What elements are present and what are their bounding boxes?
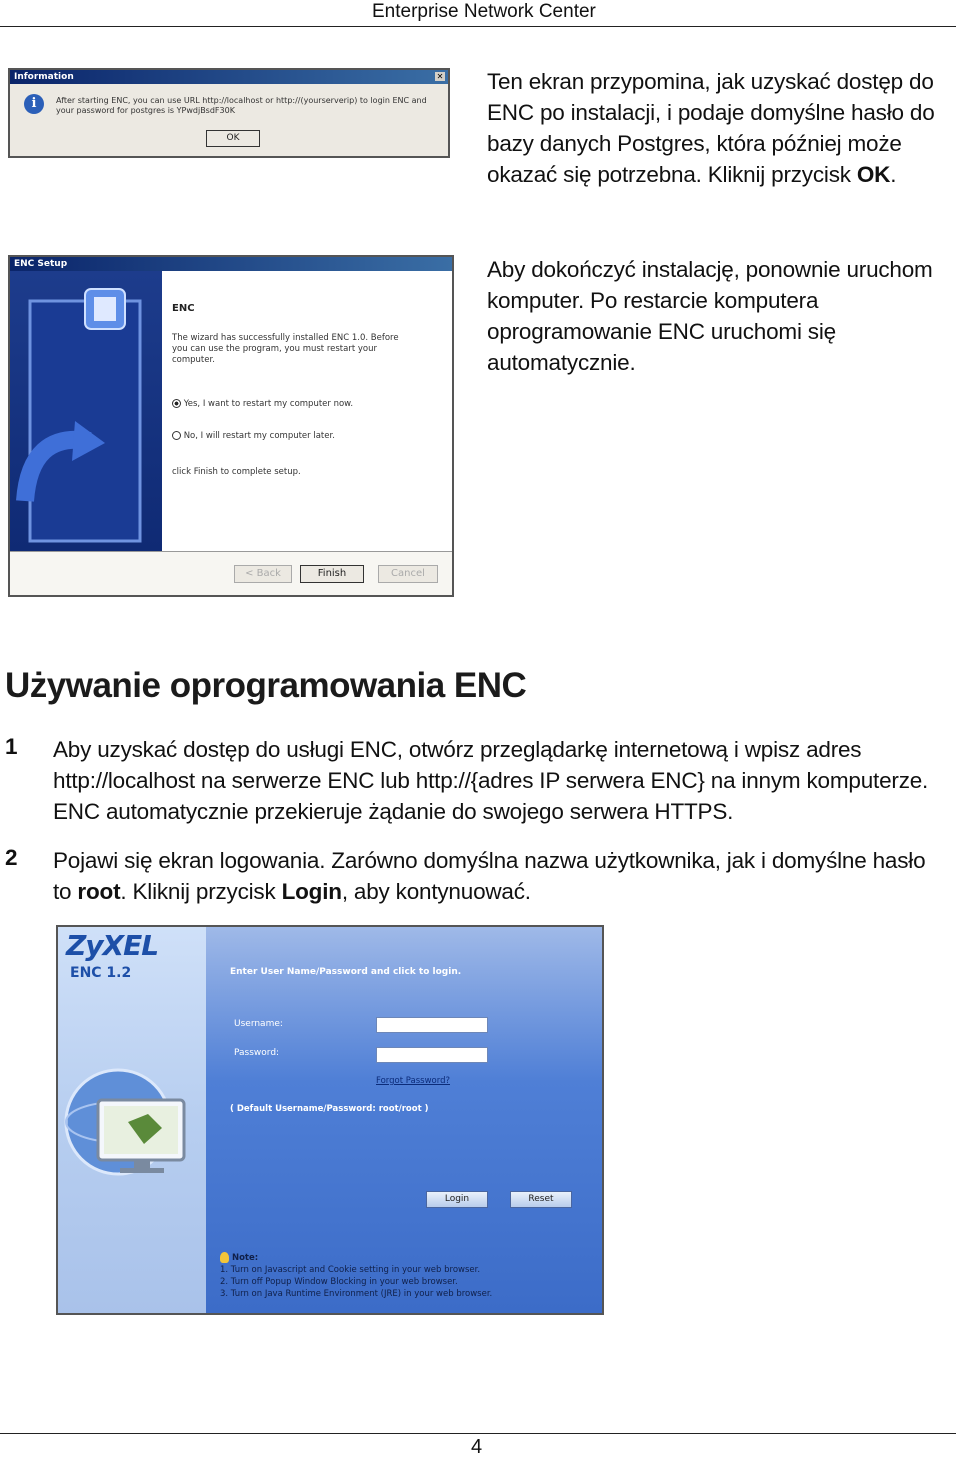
back-button[interactable]: < Back — [234, 565, 292, 583]
finish-button[interactable]: Finish — [300, 565, 364, 583]
header-title: Enterprise Network Center — [372, 1, 596, 22]
step-2-number: 2 — [5, 845, 18, 870]
cancel-button[interactable]: Cancel — [378, 565, 438, 583]
paragraph-restart: Aby dokończyć instalację, ponownie uruchom komputer. Po restarcie komputera oprogramowanie ENC uruchomi się automatycznie. — [487, 257, 933, 375]
product-version: ENC 1.2 — [70, 965, 132, 981]
password-label: Password: — [234, 1048, 280, 1058]
note-line: 3. Turn on Java Runtime Environment (JRE) in your web browser. — [220, 1289, 493, 1299]
step-2-bold-root: root — [77, 879, 121, 904]
step-2-text — [53, 845, 948, 907]
login-button[interactable]: Login — [426, 1191, 488, 1208]
lightbulb-icon — [220, 1252, 229, 1263]
close-icon[interactable]: ✕ — [436, 72, 444, 81]
section-title: Używanie oprogramowania ENC — [5, 666, 527, 705]
note-line: 1. Turn on Javascript and Cookie setting in your web browser. — [220, 1265, 481, 1275]
default-credentials-hint: ( Default Username/Password: root/root ) — [230, 1104, 429, 1114]
setup-side-panel — [10, 271, 162, 551]
note-title — [220, 1252, 590, 1264]
login-prompt: Enter User Name/Password and click to login. — [230, 967, 462, 977]
login-brand-panel — [58, 927, 206, 1313]
paragraph-info-bold: OK — [856, 162, 891, 187]
info-icon: i — [24, 94, 44, 114]
zyxel-logo: ZyXEL — [66, 929, 159, 962]
dialog-title: Information — [14, 72, 74, 82]
radio-restart-later-label: No, I will restart my computer later. — [183, 431, 335, 441]
radio-restart-later[interactable] — [172, 431, 335, 441]
page-number: 4 — [471, 1436, 483, 1458]
step-2-text-c: , aby kontynuować. — [341, 879, 531, 904]
step-2-text-b: . Kliknij przycisk — [120, 879, 282, 904]
paragraph-info — [487, 66, 952, 190]
setup-graphic — [10, 271, 162, 551]
footer-divider — [0, 1433, 956, 1434]
radio-restart-now-label: Yes, I want to restart my computer now. — [183, 399, 354, 409]
enc-setup-dialog — [8, 255, 454, 597]
setup-footer-divider — [10, 551, 452, 552]
radio-selected-icon — [172, 399, 181, 408]
step-1-text: Aby uzyskać dostęp do usługi ENC, otwórz przeglądarkę internetową i wpisz adres http://localhost na serwerze ENC lub http://{adres IP serwera ENC} na innym komputerze. ENC automatycznie przekieruje żądanie do swojego serwera HTTPS. — [53, 737, 929, 824]
paragraph-info-tail: . — [890, 162, 897, 187]
finish-hint: click Finish to complete setup. — [172, 467, 301, 477]
step-2-text-a: Pojawi się ekran logowania. Zarówno domyślna nazwa użytkownika, jak i domyślne hasło to — [53, 848, 926, 904]
setup-titlebar — [10, 257, 452, 271]
login-screen — [56, 925, 604, 1315]
setup-description: The wizard has successfully installed ENC 1.0. Before you can use the program, you must restart your computer. — [172, 333, 399, 365]
forgot-password-link[interactable]: Forgot Password? — [376, 1076, 450, 1086]
dialog-message: After starting ENC, you can use URL http://localhost or http://(yourserverip) to login ENC and your password for postgres is YPwdjBsdF30K — [56, 96, 427, 115]
setup-content — [162, 271, 452, 551]
password-input[interactable] — [376, 1047, 488, 1063]
radio-empty-icon — [172, 431, 181, 440]
setup-title: ENC Setup — [14, 259, 68, 269]
paragraph-info-text: Ten ekran przypomina, jak uzyskać dostęp do ENC po instalacji, i podaje domyślne hasło do bazy danych Postgres, która później może okazać się potrzebna. Kliknij przycisk — [487, 69, 935, 187]
radio-restart-now[interactable] — [172, 399, 353, 409]
username-input[interactable] — [376, 1017, 488, 1033]
username-label: Username: — [234, 1019, 283, 1029]
ok-button[interactable]: OK — [206, 130, 260, 147]
dialog-titlebar — [10, 70, 448, 84]
page-header — [0, 0, 956, 27]
globe-monitor-graphic — [58, 1062, 206, 1222]
note-line: 2. Turn off Popup Window Blocking in your web browser. — [220, 1277, 458, 1287]
setup-heading: ENC — [172, 303, 195, 314]
information-dialog — [8, 68, 450, 158]
notes-box — [220, 1252, 590, 1300]
step-1-number: 1 — [5, 734, 18, 759]
reset-button[interactable]: Reset — [510, 1191, 572, 1208]
note-title-text: Note: — [231, 1253, 259, 1263]
step-2-bold-login: Login — [281, 879, 342, 904]
